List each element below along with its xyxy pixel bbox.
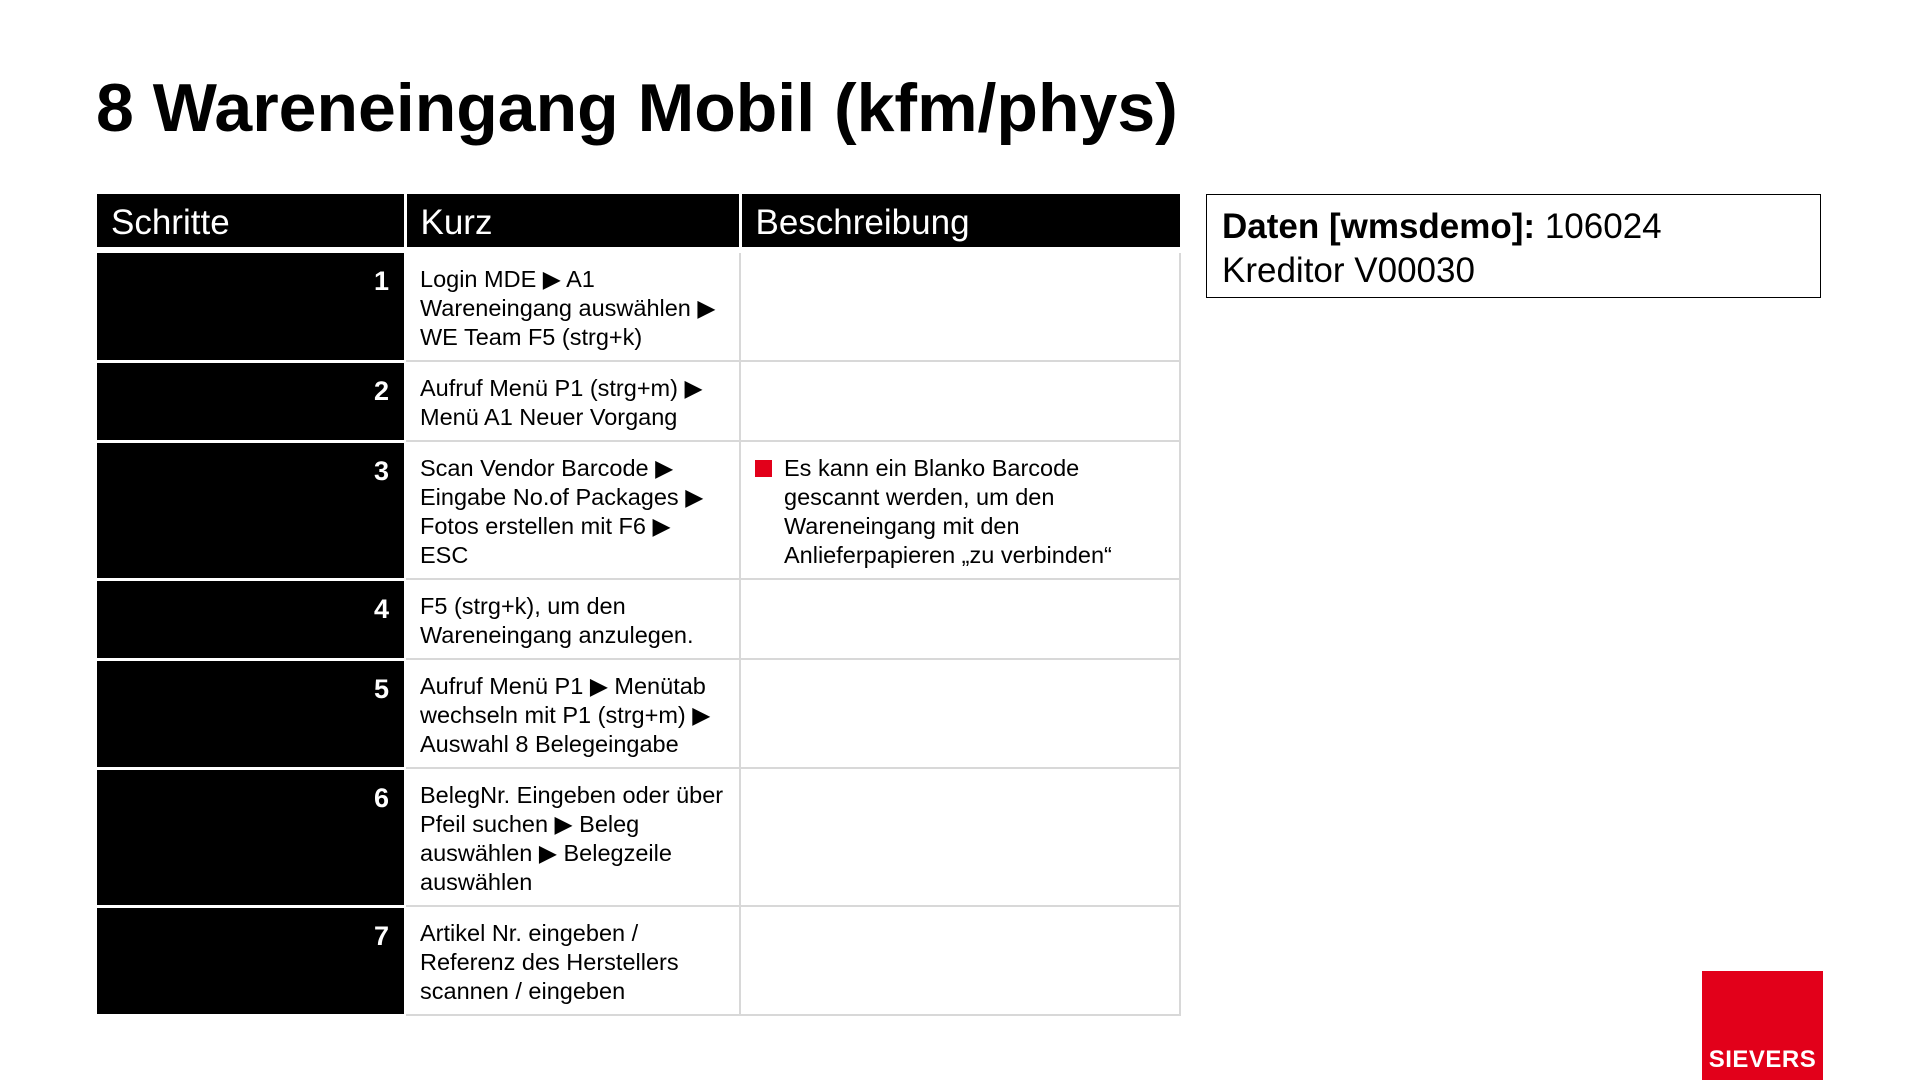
step-short: Aufruf Menü P1 ▶ Menütab wechseln mit P1 (strg+m) ▶ Auswahl 8 Belegeingabe: [405, 659, 740, 768]
step-short: Login MDE ▶ A1 Wareneingang auswählen ▶ WE Team F5 (strg+k): [405, 250, 740, 361]
table-row: [97, 441, 1180, 579]
step-number: 4: [97, 579, 405, 659]
logo-text: SIEVERS: [1708, 1046, 1817, 1073]
step-short: Aufruf Menü P1 (strg+m) ▶ Menü A1 Neuer Vorgang: [405, 361, 740, 441]
page-title: 8 Wareneingang Mobil (kfm/phys): [96, 70, 1178, 146]
table-header-row: [97, 194, 1180, 250]
info-label: Daten [wmsdemo]:: [1222, 207, 1536, 246]
step-number: 3: [97, 441, 405, 579]
info-value: 106024: [1544, 207, 1662, 246]
step-short: F5 (strg+k), um den Wareneingang anzulegen.: [405, 579, 740, 659]
step-number: 1: [97, 250, 405, 361]
header-schritte: Schritte: [97, 194, 405, 250]
step-short: BelegNr. Eingeben oder über Pfeil suchen ▶ Beleg auswählen ▶ Belegzeile auswählen: [405, 768, 740, 906]
table-row: [97, 250, 1180, 361]
red-square-bullet-icon: [755, 460, 772, 477]
table-row: [97, 361, 1180, 441]
step-number: 7: [97, 906, 405, 1015]
table-row: [97, 906, 1180, 1015]
table-row: [97, 659, 1180, 768]
step-description: [740, 768, 1180, 906]
data-info-box: [1206, 194, 1821, 298]
info-line-1: [1222, 205, 1805, 249]
description-text: Es kann ein Blanko Barcode gescannt werden, um den Wareneingang mit den Anlieferpapieren „zu verbinden“: [784, 455, 1112, 568]
step-description: [740, 659, 1180, 768]
description-bullet: [755, 454, 1165, 570]
step-description: [740, 441, 1180, 579]
table-row: [97, 579, 1180, 659]
step-description: [740, 906, 1180, 1015]
step-description: [740, 579, 1180, 659]
header-kurz: Kurz: [405, 194, 740, 250]
step-short: Scan Vendor Barcode ▶ Eingabe No.of Packages ▶ Fotos erstellen mit F6 ▶ ESC: [405, 441, 740, 579]
step-description: [740, 361, 1180, 441]
step-short: Artikel Nr. eingeben / Referenz des Herstellers scannen / eingeben: [405, 906, 740, 1015]
steps-table: [97, 194, 1181, 1017]
step-number: 5: [97, 659, 405, 768]
header-beschreibung: Beschreibung: [740, 194, 1180, 250]
table-row: [97, 768, 1180, 906]
step-number: 6: [97, 768, 405, 906]
info-line-2: Kreditor V00030: [1222, 251, 1475, 290]
sievers-logo: [1702, 971, 1823, 1080]
step-description: [740, 250, 1180, 361]
step-number: 2: [97, 361, 405, 441]
